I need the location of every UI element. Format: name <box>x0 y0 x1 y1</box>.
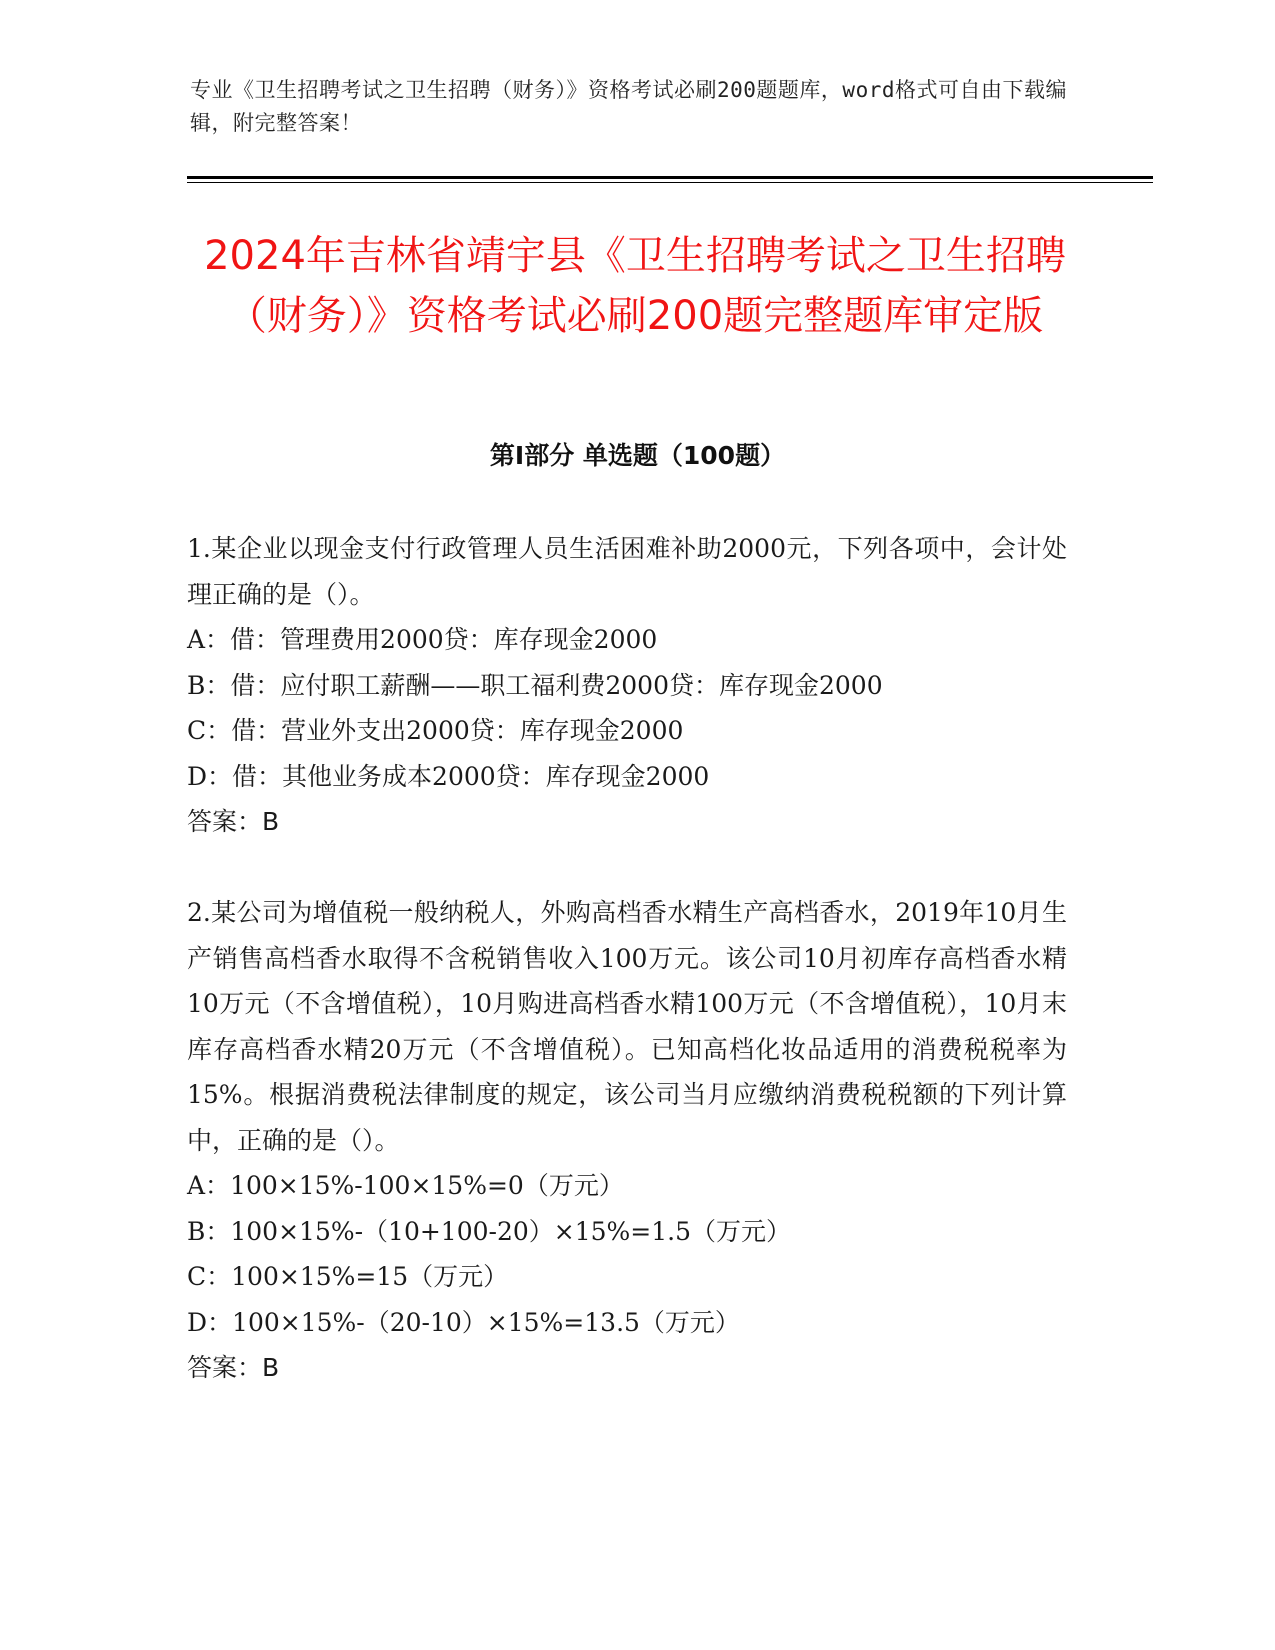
question-stem: 2.某公司为增值税一般纳税人，外购高档香水精生产高档香水，2019年10月生产销售高档香水取得不含税销售收入100万元。该公司10月初库存高档香水精10万元（不含增值税），10月购进高档香水精100万元（不含增值税），10月末库存高档香水精20万元（不含增值税）。已知高档化妆品适用的消费税税率为15%。根据消费税法律制度的规定，该公司当月应缴纳消费税税额的下列计算中，正确的是（）。 <box>187 898 1067 1155</box>
header-divider-thick <box>187 176 1153 179</box>
answer-line: 答案：B <box>187 1353 280 1382</box>
option-b: B：100×15%-（10+100-20）×15%=1.5（万元） <box>187 1216 792 1246</box>
option-d: D：借：其他业务成本2000贷：库存现金2000 <box>187 761 710 791</box>
option-d: D：100×15%-（20-10）×15%=13.5（万元） <box>187 1307 740 1337</box>
header-divider-thin <box>187 182 1153 183</box>
option-c: C：借：营业外支出2000贷：库存现金2000 <box>187 716 684 745</box>
option-c: C：100×15%=15（万元） <box>187 1262 509 1291</box>
question-block <box>187 526 1067 845</box>
option-a: A：借：管理费用2000贷：库存现金2000 <box>187 625 658 654</box>
header-note: 专业《卫生招聘考试之卫生招聘（财务）》资格考试必刷200题题库，word格式可自由下载编辑，附完整答案！ <box>190 78 1067 135</box>
question-stem: 1.某企业以现金支付行政管理人员生活困难补助2000元，下列各项中，会计处理正确的是（）。 <box>187 534 1067 609</box>
document-title: 2024年吉林省靖宇县《卫生招聘考试之卫生招聘（财务）》资格考试必刷200题完整题库审定版 <box>204 233 1066 339</box>
question-block <box>187 890 1067 1391</box>
option-a: A：100×15%-100×15%=0（万元） <box>187 1171 624 1200</box>
answer-line: 答案：B <box>187 807 280 836</box>
section-heading: 第Ⅰ部分 单选题（100题） <box>489 441 786 470</box>
option-b: B：借：应付职工薪酬——职工福利费2000贷：库存现金2000 <box>187 670 883 700</box>
